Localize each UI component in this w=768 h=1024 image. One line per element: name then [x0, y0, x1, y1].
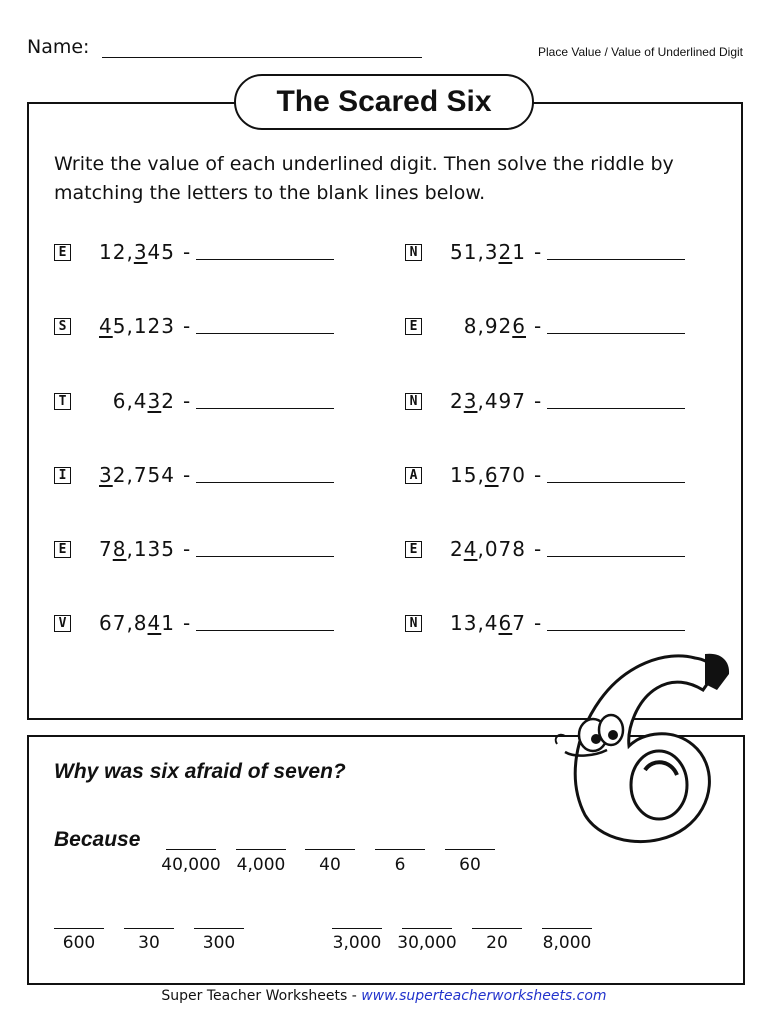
footer-brand: Super Teacher Worksheets - — [161, 988, 362, 1004]
number-suffix: 7 — [512, 611, 526, 635]
number-prefix: 51,3 — [450, 240, 499, 264]
problem-letter: E — [405, 541, 422, 558]
dash: - — [183, 611, 191, 635]
because-label: Because — [54, 828, 141, 851]
number-prefix: 67,8 — [99, 611, 148, 635]
underlined-digit: 2 — [498, 240, 513, 264]
riddle-blank[interactable] — [375, 849, 425, 850]
riddle-value-label: 8,000 — [542, 933, 592, 953]
number-suffix: 1 — [512, 240, 526, 264]
problem-letter: E — [405, 318, 422, 335]
name-label: Name: — [27, 36, 90, 58]
answer-line[interactable] — [196, 259, 334, 260]
dash: - — [534, 463, 542, 487]
riddle-value-label: 600 — [62, 933, 96, 953]
problem-letter: N — [405, 244, 422, 261]
problem-number — [434, 463, 526, 487]
dash: - — [534, 314, 542, 338]
problem-item — [54, 535, 334, 563]
problem-number — [83, 240, 175, 264]
answer-line[interactable] — [196, 408, 334, 409]
dash: - — [534, 537, 542, 561]
riddle-value-label: 30 — [138, 933, 160, 953]
problem-letter: V — [54, 615, 71, 632]
underlined-digit: 8 — [112, 537, 127, 561]
underlined-digit: 3 — [133, 240, 148, 264]
dash: - — [183, 537, 191, 561]
riddle-blank[interactable] — [305, 849, 355, 850]
problem-number — [434, 537, 526, 561]
footer-link[interactable]: www.superteacherworksheets.com — [361, 988, 607, 1004]
underlined-digit: 6 — [498, 611, 513, 635]
problem-letter: N — [405, 615, 422, 632]
riddle-blank[interactable] — [332, 928, 382, 929]
answer-line[interactable] — [547, 333, 685, 334]
number-prefix: 6,4 — [112, 389, 148, 413]
problem-number — [434, 240, 526, 264]
problem-number — [434, 389, 526, 413]
underlined-digit: 4 — [147, 611, 162, 635]
dash: - — [183, 314, 191, 338]
number-prefix: 7 — [99, 537, 113, 561]
problem-item — [405, 312, 685, 340]
problem-number — [83, 537, 175, 561]
problem-number — [83, 611, 175, 635]
number-prefix: 2 — [450, 389, 464, 413]
number-suffix: 1 — [161, 611, 175, 635]
riddle-question: Why was six afraid of seven? — [54, 760, 346, 783]
problem-letter: E — [54, 541, 71, 558]
answer-line[interactable] — [547, 482, 685, 483]
riddle-blank[interactable] — [166, 849, 216, 850]
number-suffix: 2 — [161, 389, 175, 413]
riddle-blank[interactable] — [542, 928, 592, 929]
dash: - — [183, 463, 191, 487]
problem-letter: A — [405, 467, 422, 484]
problem-item — [405, 609, 685, 637]
underlined-digit: 6 — [484, 463, 499, 487]
underlined-digit: 3 — [147, 389, 162, 413]
riddle-value-label: 6 — [394, 855, 406, 875]
riddle-value-label: 30,000 — [397, 933, 457, 953]
riddle-blank[interactable] — [194, 928, 244, 929]
answer-line[interactable] — [196, 630, 334, 631]
underlined-digit: 3 — [99, 463, 113, 487]
instructions: Write the value of each underlined digit. Then solve the riddle by matching the letters to the blank lines below. — [54, 153, 674, 204]
problem-letter: N — [405, 393, 422, 410]
underlined-digit: 6 — [512, 314, 526, 338]
riddle-blank[interactable] — [236, 849, 286, 850]
riddle-value-label: 40,000 — [161, 855, 221, 875]
worksheet-subject: Place Value / Value of Underlined Digit — [537, 45, 743, 59]
number-suffix: 45 — [147, 240, 175, 264]
riddle-value-label: 60 — [459, 855, 481, 875]
riddle-value-label: 4,000 — [236, 855, 286, 875]
number-prefix: 15, — [450, 463, 485, 487]
riddle-blank[interactable] — [124, 928, 174, 929]
number-prefix: 13,4 — [450, 611, 499, 635]
number-prefix: 2 — [450, 537, 464, 561]
problem-item — [405, 238, 685, 266]
underlined-digit: 4 — [463, 537, 478, 561]
riddle-value-label: 300 — [202, 933, 236, 953]
answer-line[interactable] — [196, 333, 334, 334]
problem-item — [54, 461, 334, 489]
answer-line[interactable] — [547, 556, 685, 557]
number-prefix: 8,92 — [463, 314, 513, 338]
problem-letter: T — [54, 393, 71, 410]
answer-line[interactable] — [547, 259, 685, 260]
riddle-value-label: 20 — [486, 933, 508, 953]
number-suffix: ,135 — [126, 537, 175, 561]
problem-item — [54, 312, 334, 340]
riddle-value-label: 40 — [319, 855, 341, 875]
problem-number — [83, 389, 175, 413]
answer-line[interactable] — [196, 556, 334, 557]
underlined-digit: 3 — [463, 389, 478, 413]
answer-line[interactable] — [547, 408, 685, 409]
problem-letter: S — [54, 318, 71, 335]
problem-item — [54, 238, 334, 266]
number-suffix: 70 — [498, 463, 526, 487]
name-field[interactable] — [102, 57, 422, 58]
riddle-blank[interactable] — [472, 928, 522, 929]
footer — [0, 988, 768, 1004]
dash: - — [183, 389, 191, 413]
number-suffix: ,497 — [477, 389, 526, 413]
problem-letter: E — [54, 244, 71, 261]
number-suffix: 5,123 — [112, 314, 175, 338]
dash: - — [183, 240, 191, 264]
problem-number — [434, 314, 526, 338]
problem-number — [83, 314, 175, 338]
riddle-value-label: 3,000 — [332, 933, 382, 953]
number-suffix: ,078 — [477, 537, 526, 561]
problem-item — [54, 609, 334, 637]
number-prefix: 12, — [99, 240, 134, 264]
answer-line[interactable] — [547, 630, 685, 631]
problem-item — [405, 387, 685, 415]
problem-letter: I — [54, 467, 71, 484]
dash: - — [534, 389, 542, 413]
riddle-blank[interactable] — [54, 928, 104, 929]
riddle-blank[interactable] — [445, 849, 495, 850]
scared-six-mascot — [545, 640, 755, 850]
problem-number — [434, 611, 526, 635]
worksheet-title: The Scared Six — [234, 74, 534, 130]
problem-item — [54, 387, 334, 415]
dash: - — [534, 240, 542, 264]
riddle-blank[interactable] — [402, 928, 452, 929]
problem-number — [83, 463, 175, 487]
problem-item — [405, 461, 685, 489]
problem-item — [405, 535, 685, 563]
underlined-digit: 4 — [99, 314, 113, 338]
answer-line[interactable] — [196, 482, 334, 483]
dash: - — [534, 611, 542, 635]
number-suffix: 2,754 — [112, 463, 175, 487]
